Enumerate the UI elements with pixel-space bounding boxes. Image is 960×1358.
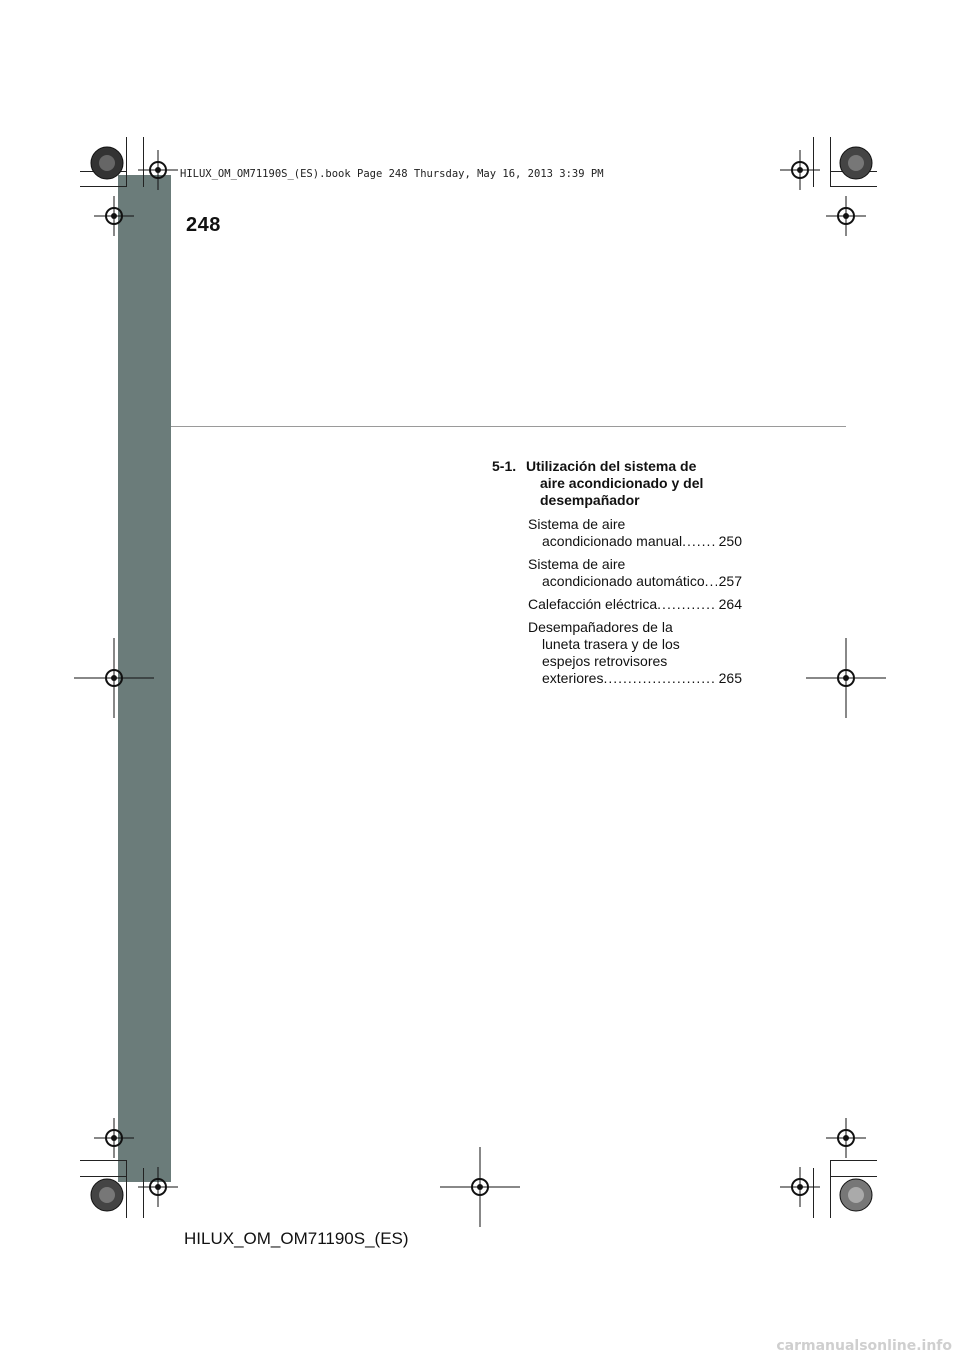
section-number: 5-1. xyxy=(492,458,517,474)
dot-leader xyxy=(603,670,716,687)
toc-entry-title: acondicionado automático xyxy=(542,573,705,589)
toc-page-number: 257 xyxy=(718,573,742,589)
toc-entry[interactable]: Desempañadores de la luneta trasera y de los espejos retrovisores exteriores ..... 265 xyxy=(528,619,742,687)
dot-leader xyxy=(705,573,717,590)
toc-entry-title: acondicionado manual xyxy=(542,533,683,549)
toc-page-number: 250 xyxy=(718,533,742,549)
registration-target-bottom-left xyxy=(94,1118,134,1158)
starburst-disc-top-right xyxy=(838,145,874,181)
registration-target-top-right xyxy=(780,150,820,190)
registration-target-bottom-center xyxy=(440,1147,520,1227)
page-number: 248 xyxy=(186,214,221,236)
toc-entry[interactable] xyxy=(528,596,742,613)
registration-target-top-left-2 xyxy=(94,196,134,236)
watermark: carmanualsonline.info xyxy=(776,1338,952,1354)
print-file-info: HILUX_OM_OM71190S_(ES).book Page 248 Thursday, May 16, 2013 3:39 PM xyxy=(180,168,604,180)
starburst-disc-bottom-left xyxy=(89,1177,125,1213)
registration-target-bottom-right xyxy=(826,1118,866,1158)
starburst-disc-top-left xyxy=(89,145,125,181)
starburst-disc-bottom-right xyxy=(838,1177,874,1213)
toc-entry-title: exteriores xyxy=(542,670,604,686)
registration-target-bottom-right-2 xyxy=(780,1167,820,1207)
section-title: Utilización del sistema de aire acondicionado y del desempañador xyxy=(526,458,704,508)
toc-page-number: 264 xyxy=(718,596,742,612)
document-code: HILUX_OM_OM71190S_(ES) xyxy=(184,1229,409,1248)
table-of-contents xyxy=(492,458,742,693)
section-heading xyxy=(492,458,742,509)
toc-entry[interactable]: Sistema de aire acondicionado automático ..... 257 xyxy=(528,556,742,590)
registration-target-top-right-2 xyxy=(826,196,866,236)
dot-leader xyxy=(682,533,717,550)
registration-target-top-left xyxy=(138,150,178,190)
registration-target-mid-right xyxy=(806,638,886,718)
dot-leader xyxy=(657,596,716,613)
toc-entry-title: Calefacción eléctrica xyxy=(528,596,658,612)
horizontal-rule xyxy=(171,426,846,427)
registration-target-bottom-left-2 xyxy=(138,1167,178,1207)
toc-entry[interactable]: Sistema de aire acondicionado manual ..... 250 xyxy=(528,516,742,550)
registration-target-mid-left xyxy=(74,638,154,718)
toc-page-number: 265 xyxy=(718,670,742,686)
